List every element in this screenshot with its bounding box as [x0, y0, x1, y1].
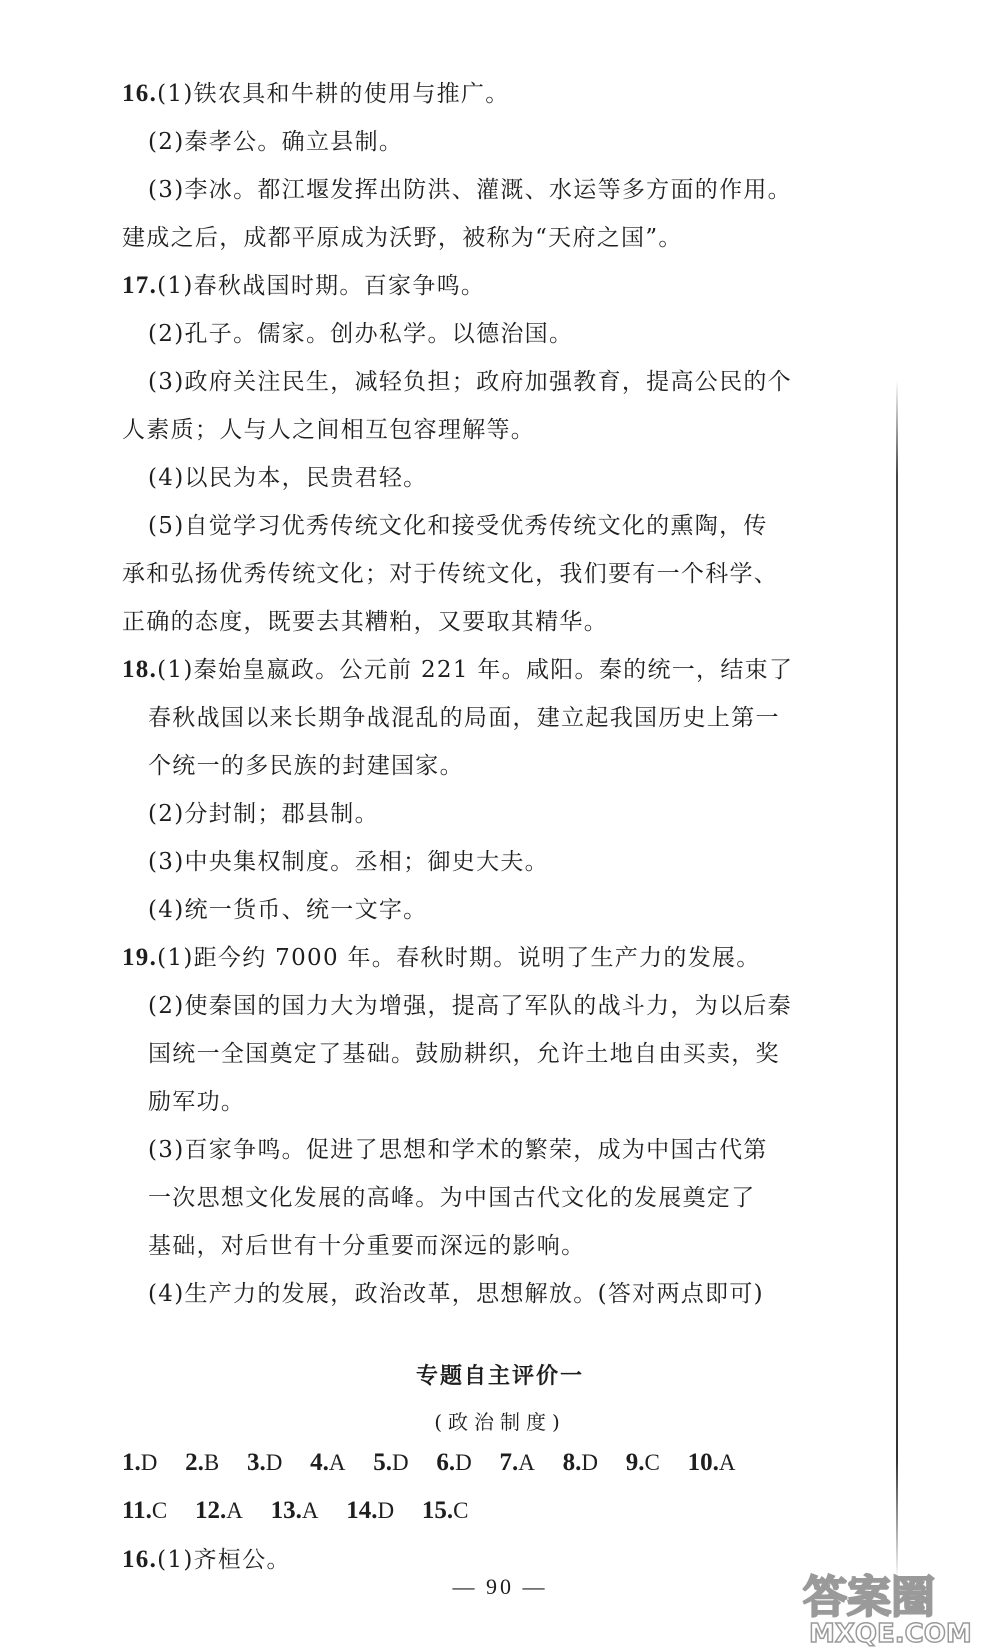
q19-line-5: (3)百家争鸣。促进了思想和学术的繁荣，成为中国古代第 — [148, 1137, 768, 1163]
answer-item: 8.D — [562, 1449, 598, 1476]
q19-line-3: 国统一全国奠定了基础。鼓励耕织，允许土地自由买卖，奖 — [148, 1041, 780, 1067]
q16-line-2: (2)秦孝公。确立县制。 — [148, 129, 404, 155]
q17-line-7: 承和弘扬优秀传统文化；对于传统文化，我们要有一个科学、 — [122, 561, 779, 587]
q19-line-2: (2)使秦国的国力大为增强，提高了军队的战斗力，为以后秦 — [148, 993, 792, 1019]
answer-item: 14.D — [346, 1497, 395, 1524]
q17-text-1: (1)春秋战国时期。百家争鸣。 — [157, 273, 486, 299]
answer-item: 11.C — [122, 1497, 168, 1524]
answers-row-1 — [122, 1449, 735, 1477]
q18-line-5: (3)中央集权制度。丞相；御史大夫。 — [148, 849, 549, 875]
answer-item: 7.A — [499, 1449, 535, 1476]
answer-item: 6.D — [436, 1449, 472, 1476]
q16b-number: 16. — [122, 1546, 158, 1573]
watermark-text-url: MXQE.COM — [809, 1619, 972, 1648]
q17-line-5: (4)以民为本，民贵君轻。 — [148, 465, 428, 491]
answer-item: 2.B — [185, 1449, 220, 1476]
answers-row-2 — [122, 1497, 490, 1525]
q16-text-1: (1)铁农具和牛耕的使用与推广。 — [157, 81, 510, 107]
q19-number: 19. — [122, 944, 158, 971]
answer-item: 12.A — [194, 1497, 243, 1524]
section-subtitle: (政治制度) — [434, 1410, 566, 1434]
answer-item: 15.C — [421, 1497, 469, 1524]
q18-text-1: (1)秦始皇嬴政。公元前 221 年。咸阳。秦的统一，结束了 — [157, 657, 794, 683]
q17-line-6: (5)自觉学习优秀传统文化和接受优秀传统文化的熏陶，传 — [148, 513, 768, 539]
answer-item: 13.A — [270, 1497, 319, 1524]
page-number: — 90 — — [452, 1574, 548, 1599]
q18-line-1 — [122, 655, 793, 685]
q16-line-4: 建成之后，成都平原成为沃野，被称为“天府之国”。 — [122, 225, 683, 251]
answer-item: 1.D — [122, 1449, 158, 1476]
margin-rule — [896, 380, 898, 1580]
q17-line-3: (3)政府关注民生，减轻负担；政府加强教育，提高公民的个 — [148, 369, 792, 395]
q17-line-2: (2)孔子。儒家。创办私学。以德治国。 — [148, 321, 574, 347]
q16-number: 16. — [122, 80, 158, 107]
q18-line-6: (4)统一货币、统一文字。 — [148, 897, 428, 923]
answer-item: 3.D — [246, 1449, 283, 1476]
q17-number: 17. — [122, 272, 158, 299]
q19-line-1 — [122, 943, 761, 973]
q19-line-4: 励军功。 — [148, 1089, 246, 1115]
q16b-line-1 — [122, 1545, 291, 1575]
answer-item: 4.A — [310, 1449, 346, 1476]
q18-number: 18. — [122, 656, 158, 683]
q18-line-3: 个统一的多民族的封建国家。 — [148, 753, 464, 779]
q16-line-3: (3)李冰。都江堰发挥出防洪、灌溉、水运等多方面的作用。 — [148, 177, 792, 203]
watermark-logo — [795, 1562, 995, 1648]
q19-text-1: (1)距今约 7000 年。春秋时期。说明了生产力的发展。 — [157, 945, 761, 971]
q17-line-4: 人素质；人与人之间相互包容理解等。 — [122, 417, 536, 443]
q17-line-8: 正确的态度，既要去其糟粕，又要取其精华。 — [122, 609, 608, 635]
q19-line-7: 基础，对后世有十分重要而深远的影响。 — [148, 1233, 586, 1259]
q19-line-8: (4)生产力的发展，政治改革，思想解放。(答对两点即可) — [148, 1281, 764, 1307]
q18-line-2: 春秋战国以来长期争战混乱的局面，建立起我国历史上第一 — [148, 705, 780, 731]
section-title: 专题自主评价一 — [415, 1364, 584, 1389]
q17-line-1 — [122, 271, 485, 301]
answer-item: 5.D — [373, 1449, 409, 1476]
answer-item: 10.A — [687, 1449, 736, 1476]
q19-line-6: 一次思想文化发展的高峰。为中国古代文化的发展奠定了 — [148, 1185, 756, 1211]
q16-line-1 — [122, 79, 510, 109]
answer-item: 9.C — [625, 1449, 660, 1476]
q16b-text-1: (1)齐桓公。 — [157, 1547, 291, 1573]
watermark-text-cn: 答案圈 — [803, 1572, 935, 1623]
q18-line-4: (2)分封制；郡县制。 — [148, 801, 379, 827]
